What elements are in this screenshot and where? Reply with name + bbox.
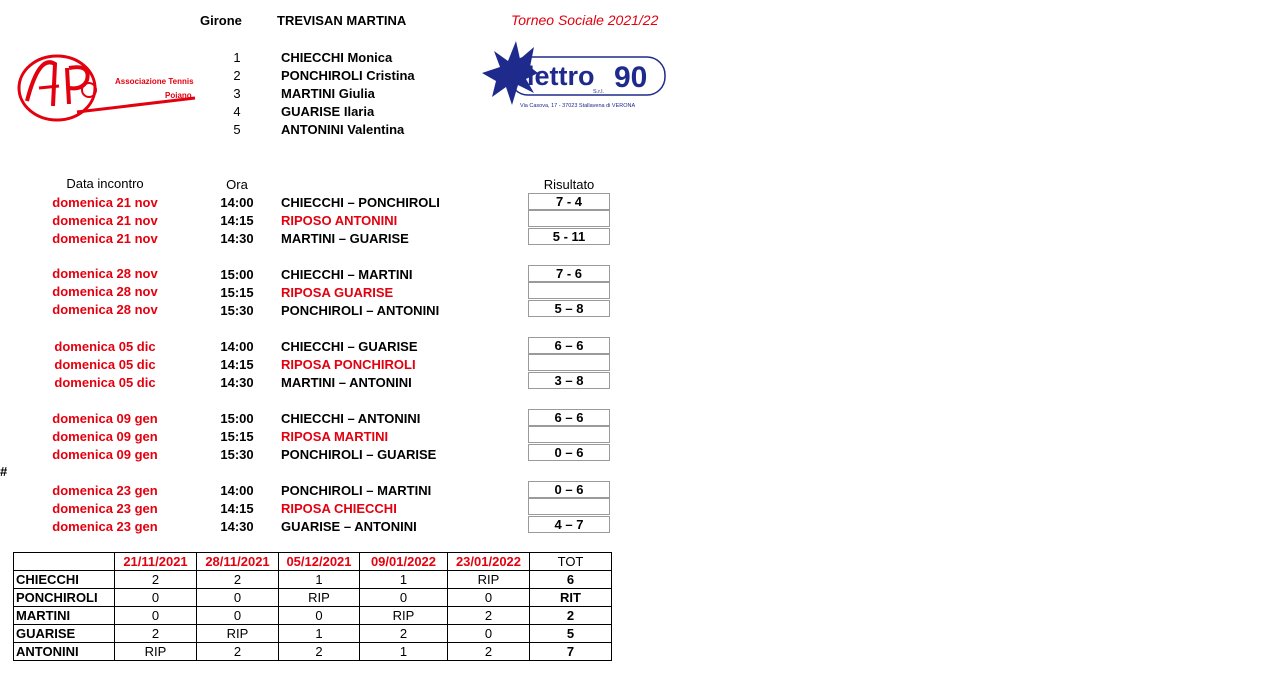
standings-score: 2	[448, 643, 530, 661]
player-name: MARTINI Giulia	[281, 86, 375, 101]
match-date: domenica 05 dic	[54, 339, 156, 354]
standings-score: 0	[197, 607, 279, 625]
standings-row	[14, 643, 612, 661]
standings-score: 2	[197, 643, 279, 661]
match-time: 15:00	[220, 411, 254, 426]
match-time: 14:15	[220, 357, 254, 372]
girone-label: Girone	[200, 13, 242, 28]
elettro90-logo	[478, 37, 670, 113]
standings-score: 0	[448, 625, 530, 643]
match-time: 14:30	[220, 375, 254, 390]
standings-score: 0	[197, 589, 279, 607]
standings-score: RIP	[360, 607, 448, 625]
match-result: 4 – 7	[528, 516, 610, 533]
standings-score: RIP	[197, 625, 279, 643]
standings-date-header: 05/12/2021	[279, 553, 360, 571]
standings-player: ANTONINI	[14, 643, 115, 661]
player-number: 5	[233, 122, 241, 137]
match-date: domenica 21 nov	[52, 231, 158, 246]
match-date: domenica 09 gen	[52, 411, 158, 426]
standings-score: 1	[360, 571, 448, 589]
match-date: domenica 28 nov	[52, 266, 158, 281]
match-time: 14:00	[220, 195, 254, 210]
match-pairing: CHIECCHI – MARTINI	[281, 267, 413, 282]
standings-total: RIT	[530, 589, 612, 607]
standings-total: 7	[530, 643, 612, 661]
standings-tot-header: TOT	[530, 553, 612, 571]
standings-total: 2	[530, 607, 612, 625]
standings-row	[14, 607, 612, 625]
match-result	[528, 426, 610, 443]
match-result: 0 – 6	[528, 444, 610, 461]
match-pairing: GUARISE – ANTONINI	[281, 519, 417, 534]
standings-score: 0	[115, 607, 197, 625]
standings-score: 2	[115, 571, 197, 589]
match-result	[528, 498, 610, 515]
match-date: domenica 21 nov	[52, 195, 158, 210]
result-column-header: Risultato	[543, 177, 595, 192]
elettro-suffix: S.r.l.	[593, 89, 605, 95]
match-result: 5 - 11	[528, 228, 610, 245]
standings-score: RIP	[115, 643, 197, 661]
player-name: ANTONINI Valentina	[281, 122, 405, 137]
standings-score: 2	[360, 625, 448, 643]
standings-player: PONCHIROLI	[14, 589, 115, 607]
match-pairing: CHIECCHI – GUARISE	[281, 339, 418, 354]
standings-score: 2	[115, 625, 197, 643]
match-date: domenica 23 gen	[52, 519, 158, 534]
match-pairing: RIPOSA PONCHIROLI	[281, 357, 416, 372]
match-result	[528, 354, 610, 371]
match-result: 3 – 8	[528, 372, 610, 389]
match-result: 0 – 6	[528, 481, 610, 498]
date-column-header: Data incontro	[66, 176, 144, 191]
elettro-address: Via Casova, 17 - 37023 Stallavena di VERONA	[520, 103, 636, 109]
match-date: domenica 23 gen	[52, 501, 158, 516]
match-date: domenica 09 gen	[52, 429, 158, 444]
match-time: 14:15	[220, 213, 254, 228]
match-time: 15:30	[220, 447, 254, 462]
time-column-header: Ora	[226, 177, 248, 192]
standings-score: 2	[197, 571, 279, 589]
match-time: 14:15	[220, 501, 254, 516]
standings-total: 5	[530, 625, 612, 643]
standings-score: 2	[448, 607, 530, 625]
standings-score: 2	[279, 643, 360, 661]
match-pairing: PONCHIROLI – GUARISE	[281, 447, 437, 462]
standings-date-header: 23/01/2022	[448, 553, 530, 571]
atp-logo	[15, 46, 205, 126]
match-date: domenica 09 gen	[52, 447, 158, 462]
player-name: PONCHIROLI Cristina	[281, 68, 415, 83]
standings-header-row	[14, 553, 612, 571]
match-pairing: CHIECCHI – PONCHIROLI	[281, 195, 440, 210]
match-time: 15:30	[220, 303, 254, 318]
elettro-word: elettro	[512, 61, 595, 91]
standings-player: GUARISE	[14, 625, 115, 643]
standings-date-header: 09/01/2022	[360, 553, 448, 571]
player-name: GUARISE Ilaria	[281, 104, 375, 119]
player-number: 2	[233, 68, 241, 83]
elettro-number: 90	[614, 61, 648, 94]
match-pairing: RIPOSO ANTONINI	[281, 213, 398, 228]
player-number: 3	[233, 86, 241, 101]
match-time: 14:00	[220, 483, 254, 498]
player-number: 1	[233, 50, 241, 65]
match-time: 14:00	[220, 339, 254, 354]
tournament-title: Torneo Sociale 2021/22	[511, 12, 659, 28]
match-pairing: RIPOSA GUARISE	[281, 285, 394, 300]
match-pairing: PONCHIROLI – ANTONINI	[281, 303, 440, 318]
standings-player: CHIECCHI	[14, 571, 115, 589]
standings-date-header: 28/11/2021	[197, 553, 279, 571]
match-pairing: MARTINI – ANTONINI	[281, 375, 412, 390]
standings-score: 1	[279, 571, 360, 589]
match-pairing: RIPOSA CHIECCHI	[281, 501, 397, 516]
match-date: domenica 05 dic	[54, 357, 156, 372]
atp-logo-subtext: Poiano	[165, 91, 192, 100]
match-result: 5 – 8	[528, 300, 610, 317]
match-date: domenica 05 dic	[54, 375, 156, 390]
match-time: 15:15	[220, 285, 254, 300]
standings-table	[13, 552, 612, 661]
match-result	[528, 210, 610, 227]
girone-name: TREVISAN MARTINA	[277, 13, 407, 28]
standings-score: RIP	[279, 589, 360, 607]
match-time: 14:30	[220, 519, 254, 534]
standings-row	[14, 625, 612, 643]
standings-row	[14, 571, 612, 589]
match-date: domenica 23 gen	[52, 483, 158, 498]
standings-score: 1	[360, 643, 448, 661]
player-name: CHIECCHI Monica	[281, 50, 393, 65]
match-time: 15:00	[220, 267, 254, 282]
standings-row	[14, 589, 612, 607]
match-pairing: RIPOSA MARTINI	[281, 429, 389, 444]
standings-score: 1	[279, 625, 360, 643]
match-time: 14:30	[220, 231, 254, 246]
match-result: 6 – 6	[528, 409, 610, 426]
match-pairing: PONCHIROLI – MARTINI	[281, 483, 432, 498]
match-time: 15:15	[220, 429, 254, 444]
atp-logo-text: Associazione Tennis	[115, 77, 194, 86]
standings-corner-cell	[14, 553, 115, 571]
standings-total: 6	[530, 571, 612, 589]
match-date: domenica 28 nov	[52, 302, 158, 317]
overflow-hash-mark: #	[0, 464, 8, 479]
match-result	[528, 282, 610, 299]
standings-date-header: 21/11/2021	[115, 553, 197, 571]
standings-score: 0	[360, 589, 448, 607]
match-result: 6 – 6	[528, 337, 610, 354]
match-pairing: CHIECCHI – ANTONINI	[281, 411, 421, 426]
match-date: domenica 28 nov	[52, 284, 158, 299]
standings-score: RIP	[448, 571, 530, 589]
standings-score: 0	[279, 607, 360, 625]
standings-score: 0	[448, 589, 530, 607]
match-result: 7 - 4	[528, 193, 610, 210]
match-result: 7 - 6	[528, 265, 610, 282]
standings-player: MARTINI	[14, 607, 115, 625]
standings-score: 0	[115, 589, 197, 607]
match-date: domenica 21 nov	[52, 213, 158, 228]
match-pairing: MARTINI – GUARISE	[281, 231, 409, 246]
player-number: 4	[233, 104, 241, 119]
